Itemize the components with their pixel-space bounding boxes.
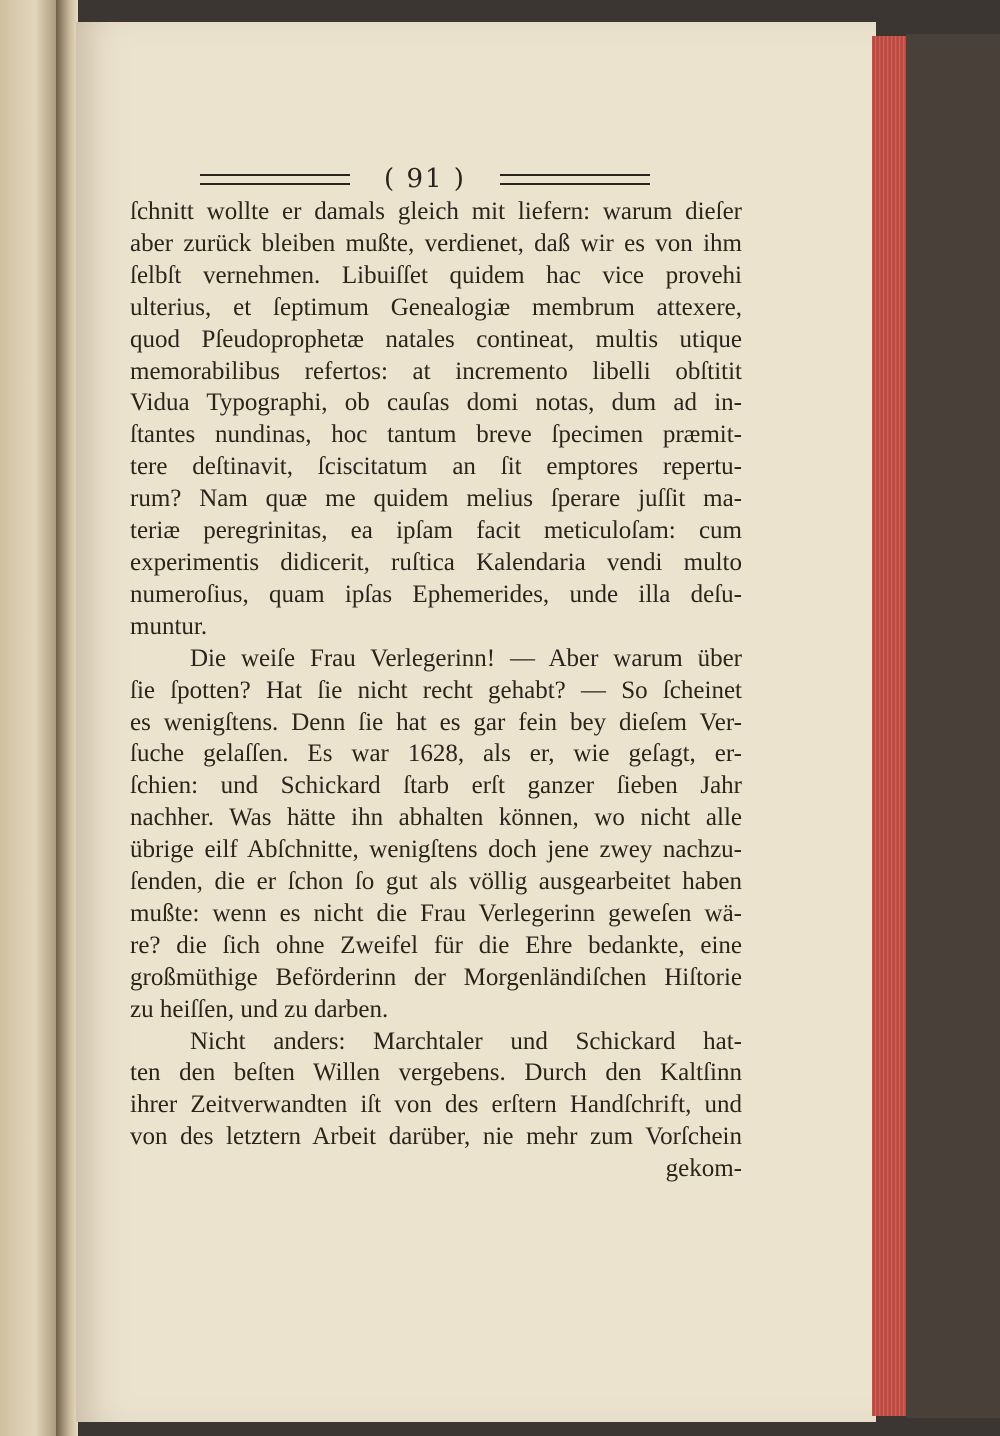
text-line: ſelbſt vernehmen. Libuiſſet quidem hac vice provehi <box>130 261 742 289</box>
catchword: gekom- <box>665 1155 742 1183</box>
page-number: ( 91 ) <box>384 164 466 194</box>
text-line: Vidua Typographi, ob cauſas domi notas, dum ad in- <box>130 389 742 417</box>
text-line: ulterius, et ſeptimum Genealogiæ membrum attexere, <box>130 293 742 321</box>
red-page-edges <box>872 36 906 1416</box>
text-line: zu heiſſen, und zu darben. <box>130 995 389 1023</box>
text-line: memorabilibus refertos: at incremento libelli obſtitit <box>130 357 742 385</box>
text-line: re? die ſich ohne Zweifel für die Ehre bedankte, eine <box>130 931 742 959</box>
page-header <box>200 164 650 194</box>
book-cover-edge <box>906 34 1000 1418</box>
text-line: aber zurück bleiben mußte, verdienet, daß wir es von ihm <box>130 229 742 257</box>
text-line: ſie ſpotten? Hat ſie nicht recht gehabt? — So ſcheinet <box>130 676 742 704</box>
text-line: großmüthige Beförderinn der Morgenländiſchen Hiſtorie <box>130 963 742 991</box>
text-line: nachher. Was hätte ihn abhalten können, wo nicht alle <box>130 804 742 832</box>
text-line: teriæ peregrinitas, ea ipſam facit meticuloſam: cum <box>130 517 742 545</box>
text-line: tere deſtinavit, ſciscitatum an ſit emptores repertu- <box>130 453 742 481</box>
text-line: Die weiſe Frau Verlegerinn! — Aber warum über <box>190 644 742 672</box>
text-line: ten den beſten Willen vergebens. Durch den Kaltſinn <box>130 1059 742 1087</box>
text-line: ihrer Zeitverwandten iſt von des erſtern Handſchrift, und <box>130 1091 742 1119</box>
book-gutter <box>56 0 78 1436</box>
text-line: numeroſius, quam ipſas Ephemerides, unde illa deſu- <box>130 580 742 608</box>
text-line: ſtantes nundinas, hoc tantum breve ſpecimen præmit- <box>130 421 742 449</box>
left-page-edge <box>0 0 58 1436</box>
text-line: von des letztern Arbeit darüber, nie mehr zum Vorſchein <box>130 1123 742 1151</box>
text-line: übrige eilf Abſchnitte, wenigſtens doch jene zwey nachzu- <box>130 836 742 864</box>
text-line: ſchien: und Schickard ſtarb erſt ganzer ſieben Jahr <box>130 772 742 800</box>
text-line: mußte: wenn es nicht die Frau Verlegerinn geweſen wä- <box>130 899 742 927</box>
text-line: ſuche gelaſſen. Es war 1628, als er, wie geſagt, er- <box>130 740 742 768</box>
text-line: muntur. <box>130 612 208 640</box>
text-line: experimentis didicerit, ruſtica Kalendaria vendi multo <box>130 548 742 576</box>
text-line: quod Pſeudoprophetæ natales contineat, multis utique <box>130 325 742 353</box>
body-text <box>130 196 742 1185</box>
text-line: Nicht anders: Marchtaler und Schickard hat- <box>190 1027 742 1055</box>
text-line: ſchnitt wollte er damals gleich mit liefern: warum dieſer <box>130 198 742 225</box>
text-line: ſenden, die er ſchon ſo gut als völlig ausgearbeitet haben <box>130 868 742 896</box>
text-line: rum? Nam quæ me quidem melius ſperare juſſit ma- <box>130 485 742 513</box>
header-rule-left <box>200 174 350 185</box>
header-rule-right <box>500 174 650 185</box>
text-line: es wenigſtens. Denn ſie hat es gar fein bey dieſem Ver- <box>130 708 742 736</box>
